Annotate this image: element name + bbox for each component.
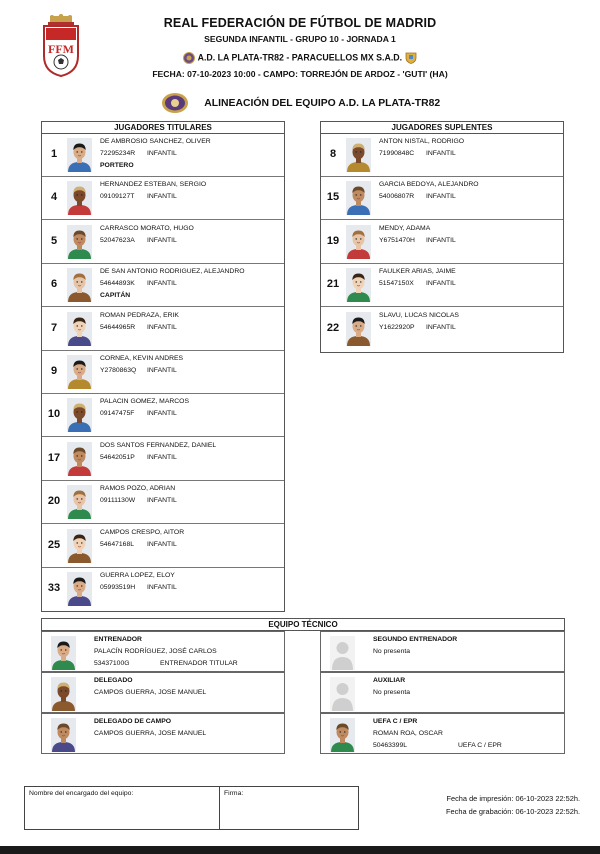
page-bottom-border: [0, 846, 600, 854]
match-title: A.D. LA PLATA-TR82 - PARACUELLOS MX S.A.D.: [0, 52, 600, 64]
player-name: MENDY, ADAMA: [379, 224, 431, 232]
player-number: 8: [329, 148, 337, 160]
lineup-title: ALINEACIÓN DEL EQUIPO A.D. LA PLATA-TR82: [0, 92, 600, 114]
player-photo: [67, 181, 92, 215]
player-name: CORNEA, KEVIN ANDRES: [100, 355, 184, 362]
player-photo-frame: [346, 268, 371, 302]
player-name: CARRASCO MORATO, HUGO: [100, 224, 194, 232]
player-id: 05993519H: [100, 584, 136, 591]
player-photo-frame: [67, 312, 92, 346]
player-id: 09109127T: [100, 193, 135, 201]
signature-divider: [219, 787, 220, 829]
player-photo-frame: [67, 485, 92, 519]
staff-member: [41, 713, 285, 754]
player-name: DE SAN ANTONIO RODRIGUEZ, ALEJANDRO: [100, 268, 245, 276]
staff-role: ENTRENADOR: [94, 636, 142, 643]
staff-position: UEFA C / EPR: [458, 742, 502, 749]
starters-panel: [41, 121, 285, 612]
player-photo: [67, 312, 92, 346]
player-number: 15: [326, 191, 340, 204]
staff-role: UEFA C / EPR: [373, 718, 418, 725]
staff-name: No presenta: [373, 648, 411, 655]
player-photo: [67, 572, 92, 606]
player-category: INFANTIL: [147, 584, 177, 591]
player-row: [321, 308, 563, 351]
player-photo: [346, 268, 371, 302]
player-photo-frame: [346, 312, 371, 346]
player-photo-frame: [346, 181, 371, 215]
player-row: [42, 264, 284, 307]
player-row: [42, 525, 284, 568]
player-row: [42, 394, 284, 437]
player-name: DOS SANTOS FERNANDEZ, DANIEL: [100, 441, 217, 449]
player-row: [42, 351, 284, 394]
player-photo-frame: [67, 398, 92, 432]
staff-photo-frame: [51, 677, 77, 710]
staff-photo-frame: [51, 718, 77, 751]
player-photo-frame: [67, 225, 92, 259]
player-name: SLAVU, LUCAS NICOLAS: [379, 311, 459, 319]
player-name: PALACIN GOMEZ, MARCOS: [100, 398, 189, 406]
player-row: [321, 264, 563, 307]
player-row: [321, 177, 563, 220]
staff-role: DELEGADO: [94, 677, 133, 684]
placeholder-avatar-icon: [330, 677, 355, 711]
player-number: 22: [326, 321, 340, 334]
player-category: INFANTIL: [147, 323, 177, 331]
player-name: CAMPOS CRESPO, AITOR: [100, 528, 185, 536]
player-number: 4: [50, 191, 58, 204]
player-category: INFANTIL: [426, 150, 456, 157]
player-category: INFANTIL: [426, 280, 456, 288]
svg-text:FFM: FFM: [48, 42, 74, 56]
player-id: 54644965R: [100, 323, 136, 331]
player-photo-frame: [67, 181, 92, 215]
player-id: 54006807R: [379, 193, 415, 201]
team-manager-label: Nombre del encargado del equipo:: [29, 790, 134, 797]
staff-name: CAMPOS GUERRA, JOSE MANUEL: [94, 730, 207, 737]
player-id: 54647168L: [100, 540, 135, 548]
federation-name: REAL FEDERACIÓN DE FÚTBOL DE MADRID: [163, 16, 437, 30]
player-photo: [67, 268, 92, 302]
player-photo-frame: [346, 138, 371, 172]
signature-label: Firma:: [224, 790, 244, 797]
staff-name: ROMAN ROA, OSCAR: [373, 730, 443, 737]
player-category: INFANTIL: [147, 236, 177, 244]
player-row: [42, 308, 284, 351]
staff-role: SEGUNDO ENTRENADOR: [373, 636, 458, 643]
player-id: Y1622920P: [379, 323, 415, 331]
player-category: INFANTIL: [426, 193, 456, 201]
staff-name: PALACÍN RODRÍGUEZ, JOSÉ CARLOS: [94, 648, 217, 655]
player-number: 21: [326, 278, 340, 291]
home-team-crest-icon: [183, 52, 195, 64]
player-role: PORTERO: [100, 162, 134, 169]
player-name: DE AMBROSIO SANCHEZ, OLIVER: [100, 138, 211, 145]
player-category: INFANTIL: [426, 236, 456, 244]
player-id: Y6751470H: [379, 236, 415, 244]
player-photo-frame: [346, 225, 371, 259]
match-details: FECHA: 07-10-2023 10:00 - CAMPO: TORREJÓN DE ARDOZ - 'GUTI' (HA): [152, 69, 448, 79]
player-photo-frame: [67, 442, 92, 476]
player-photo: [346, 181, 371, 215]
player-number: 6: [50, 278, 58, 291]
staff-photo-frame: [51, 636, 77, 669]
player-name: FAULKER ARIAS, JAIME: [379, 268, 456, 276]
player-role: CAPITÁN: [100, 292, 131, 300]
player-id: 51547150X: [379, 280, 414, 288]
player-photo: [67, 138, 92, 172]
staff-panel: [41, 618, 565, 631]
document-header: [0, 0, 600, 116]
player-row: [42, 481, 284, 524]
player-id: Y2780863Q: [100, 367, 137, 374]
competition-info: SEGUNDA INFANTIL - GRUPO 10 - JORNADA 1: [204, 34, 396, 44]
player-row: [321, 134, 563, 177]
player-category: INFANTIL: [147, 150, 177, 157]
player-id: 09147475F: [100, 410, 135, 418]
team-crest-icon: [160, 92, 190, 114]
player-photo: [51, 636, 76, 670]
player-category: INFANTIL: [147, 367, 177, 374]
player-name: ROMAN PEDRAZA, ERIK: [100, 311, 179, 319]
staff-photo-frame: [330, 636, 356, 669]
substitutes-list: [321, 134, 563, 352]
player-name: HERNANDEZ ESTEBAN, SERGIO: [100, 181, 207, 189]
player-number: 33: [47, 582, 61, 594]
player-photo: [67, 485, 92, 519]
player-photo-frame: [67, 138, 92, 172]
player-id: 72295234R: [100, 150, 136, 157]
player-photo-frame: [67, 529, 92, 563]
player-photo-frame: [67, 572, 92, 606]
player-id: 54642051P: [100, 453, 135, 461]
player-category: INFANTIL: [147, 193, 177, 201]
staff-member: [41, 631, 285, 672]
staff-photo-frame: [330, 718, 356, 751]
staff-name: No presenta: [373, 689, 411, 696]
staff-role: DELEGADO DE CAMPO: [94, 718, 172, 725]
player-photo: [51, 718, 76, 752]
player-photo: [51, 677, 76, 711]
substitutes-panel: [320, 121, 564, 353]
player-category: INFANTIL: [147, 410, 177, 418]
player-number: 19: [326, 234, 340, 247]
player-photo: [67, 355, 92, 389]
player-category: INFANTIL: [147, 497, 177, 505]
player-photo-frame: [67, 268, 92, 302]
player-number: 25: [47, 538, 61, 551]
starters-list: [42, 134, 284, 611]
player-number: 5: [50, 234, 58, 247]
signature-box: [24, 786, 359, 830]
player-number: 20: [47, 495, 61, 508]
player-photo: [330, 718, 355, 752]
player-photo: [346, 138, 371, 172]
player-photo: [67, 442, 92, 476]
staff-name: CAMPOS GUERRA, JOSE MANUEL: [94, 689, 207, 696]
staff-member: [41, 672, 285, 713]
player-number: 17: [47, 451, 61, 464]
player-number: 10: [47, 408, 61, 421]
player-id: 71990848C: [379, 150, 415, 157]
player-id: 52047623A: [100, 236, 135, 244]
player-photo: [67, 225, 92, 259]
player-category: INFANTIL: [147, 540, 177, 548]
player-category: INFANTIL: [147, 453, 177, 461]
away-team-crest-icon: [405, 52, 417, 64]
player-number: 9: [50, 365, 58, 377]
player-id: 09111130W: [100, 497, 136, 505]
player-id: 54644893K: [100, 280, 135, 288]
print-date: Fecha de impresión: 06-10-2023 22:52h.: [446, 794, 580, 803]
staff-member: [320, 672, 565, 713]
player-name: GUERRA LOPEZ, ELOY: [100, 572, 175, 579]
player-number: 7: [50, 321, 58, 334]
player-photo: [346, 312, 371, 346]
player-row: [42, 177, 284, 220]
player-number: 1: [50, 148, 58, 160]
staff-photo-frame: [330, 677, 356, 710]
player-row: [42, 438, 284, 481]
player-photo: [67, 398, 92, 432]
staff-member: [320, 631, 565, 672]
player-row: [42, 134, 284, 177]
player-photo: [67, 529, 92, 563]
staff-title: EQUIPO TÉCNICO: [268, 620, 338, 629]
player-row: [42, 221, 284, 264]
staff-role: AUXILIAR: [373, 677, 406, 684]
player-category: INFANTIL: [147, 280, 177, 288]
staff-id: 50463399L: [373, 742, 408, 749]
record-date: Fecha de grabación: 06-10-2023 22:52h.: [446, 807, 580, 816]
staff-id: 53437100G: [94, 660, 130, 667]
player-row: [321, 221, 563, 264]
player-photo: [346, 225, 371, 259]
player-name: GARCIA BEDOYA, ALEJANDRO: [379, 181, 479, 189]
player-photo-frame: [67, 355, 92, 389]
player-row: [42, 568, 284, 611]
player-category: INFANTIL: [426, 323, 456, 331]
substitutes-title: JUGADORES SUPLENTES: [321, 122, 563, 134]
player-name: ANTON NISTAL, RODRIGO: [379, 138, 465, 145]
staff-member: [320, 713, 565, 754]
player-name: RAMOS POZO, ADRIAN: [100, 485, 176, 493]
staff-position: ENTRENADOR TITULAR: [160, 660, 238, 667]
placeholder-avatar-icon: [330, 636, 355, 670]
starters-title: JUGADORES TITULARES: [42, 122, 284, 134]
